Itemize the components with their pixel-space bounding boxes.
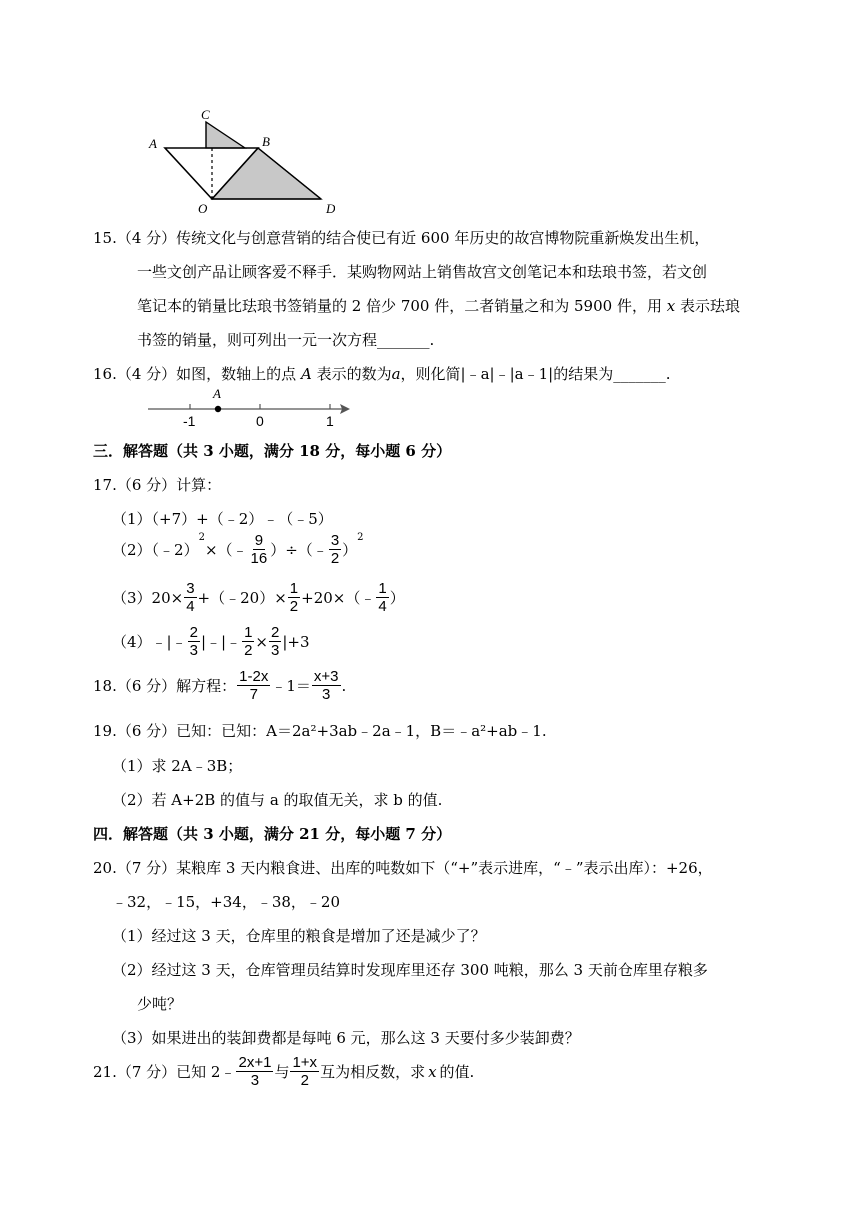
q15-line1: 15.（4 分）传统文化与创意营销的结合使已有近 600 年历史的故宫博物院重新焕发出生机， [93, 229, 710, 247]
fraction: $\frac{1}{2}$ [289, 580, 299, 615]
fraction: $\frac{3}{2}$ [330, 532, 340, 567]
q15-line3: 笔记本的销量比珐琅书签销量的 2 倍少 700 件，二者销量之和为 5900 件，用 x 表示珐琅 [137, 297, 741, 315]
q17-part4: （4）﹣|﹣ $\frac{2}{3}$ |﹣|﹣ $\frac{1}{2}$ × $\frac{2}{3}$ |+3 [112, 624, 310, 659]
number-line [145, 385, 355, 430]
q20-part3: （3）如果进出的装卸费都是每吨 6 元，那么这 3 天要付多少装卸费？ [112, 1029, 580, 1047]
label-b: B [262, 134, 270, 149]
q20-part2a: （2）经过这 3 天，仓库管理员结算时发现库里还存 300 吨粮，那么 3 天前仓库里存粮多 [112, 961, 708, 979]
q20-part2b: 少吨？ [137, 995, 183, 1013]
q17-part2: （2）（﹣2） $^2$ ×（﹣ $\frac{9}{16}$ ）÷（﹣ $\frac{3}{2}$ ） $^2$ [112, 532, 364, 567]
q17-part1: （1）（+7）+（﹣2）﹣（﹣5） [112, 510, 333, 528]
q20-line1: 20.（7 分）某粮库 3 天内粮食进、出库的吨数如下（“+”表示进库，“﹣”表示出库）：+26， [93, 859, 713, 877]
shaded-triangle-c [206, 122, 245, 148]
point-a [215, 406, 221, 412]
q17-head: 17.（6 分）计算： [93, 476, 222, 494]
tick-label-0: 0 [256, 413, 264, 429]
fraction: $\frac{1}{2}$ [244, 624, 253, 659]
q20-part1: （1）经过这 3 天，仓库里的粮食是增加了还是减少了？ [112, 927, 486, 945]
fraction: $\frac{1-2x}{7}$ [239, 668, 269, 703]
fraction: $\frac{2}{3}$ [270, 624, 280, 659]
fraction: $\frac{1+x}{2}$ [292, 1054, 318, 1089]
label-c: C [201, 107, 210, 122]
q19-part1: （1）求 2A﹣3B； [112, 757, 243, 775]
q15-line4: 书签的销量，则可列出一元一次方程_______. [137, 331, 435, 349]
fraction: $\frac{3}{4}$ [186, 580, 195, 615]
section3-heading: 三．解答题（共 3 小题，满分 18 分，每小题 6 分） [93, 442, 452, 460]
fraction: $\frac{2}{3}$ [189, 624, 198, 659]
label-o: O [198, 201, 208, 216]
tick-label-1: 1 [326, 413, 334, 429]
triangle-figure [145, 104, 335, 216]
section4-heading: 四．解答题（共 3 小题，满分 21 分，每小题 7 分） [93, 825, 452, 843]
fraction: $\frac{1}{4}$ [378, 580, 387, 615]
q19-part2: （2）若 A+2B 的值与 a 的取值无关，求 b 的值. [112, 791, 443, 809]
fraction: $\frac{x+3}{3}$ [313, 668, 339, 703]
q17-part3: （3）20× $\frac{3}{4}$ +（﹣20）× $\frac{1}{2}$ +20×（﹣ $\frac{1}{4}$ ） [112, 580, 405, 615]
q21-stem: 21.（7 分）已知 2﹣ $\frac{2x+1}{3}$ 与 $\frac{1+x}{2}$ 互为相反数，求 x 的值. [93, 1054, 475, 1089]
label-a: A [149, 136, 157, 151]
q18-equation: 18.（6 分）解方程： $\frac{1-2x}{7}$ ﹣1＝ $\frac{x+3}{3}$ . [93, 668, 347, 703]
q16-stem: 16.（4 分）如图，数轴上的点 A 表示的数为a，则化简|﹣a|﹣|a﹣1|的结果为_______. [93, 365, 671, 383]
q19-head: 19.（6 分）已知：已知：A＝2a²+3ab﹣2a﹣1，B＝﹣a²+ab﹣1. [93, 722, 547, 740]
point-a-label: A [213, 386, 221, 401]
fraction: $\frac{2x+1}{3}$ [238, 1054, 272, 1089]
q20-line2: ﹣32，﹣15，+34，﹣38，﹣20 [112, 893, 341, 911]
q15-line2: 一些文创产品让顾客爱不释手．某购物网站上销售故宫文创笔记本和珐琅书签，若文创 [137, 263, 708, 281]
fraction: $\frac{9}{16}$ [250, 532, 268, 567]
tick-label-neg1: -1 [183, 413, 196, 429]
label-d: D [326, 201, 335, 216]
